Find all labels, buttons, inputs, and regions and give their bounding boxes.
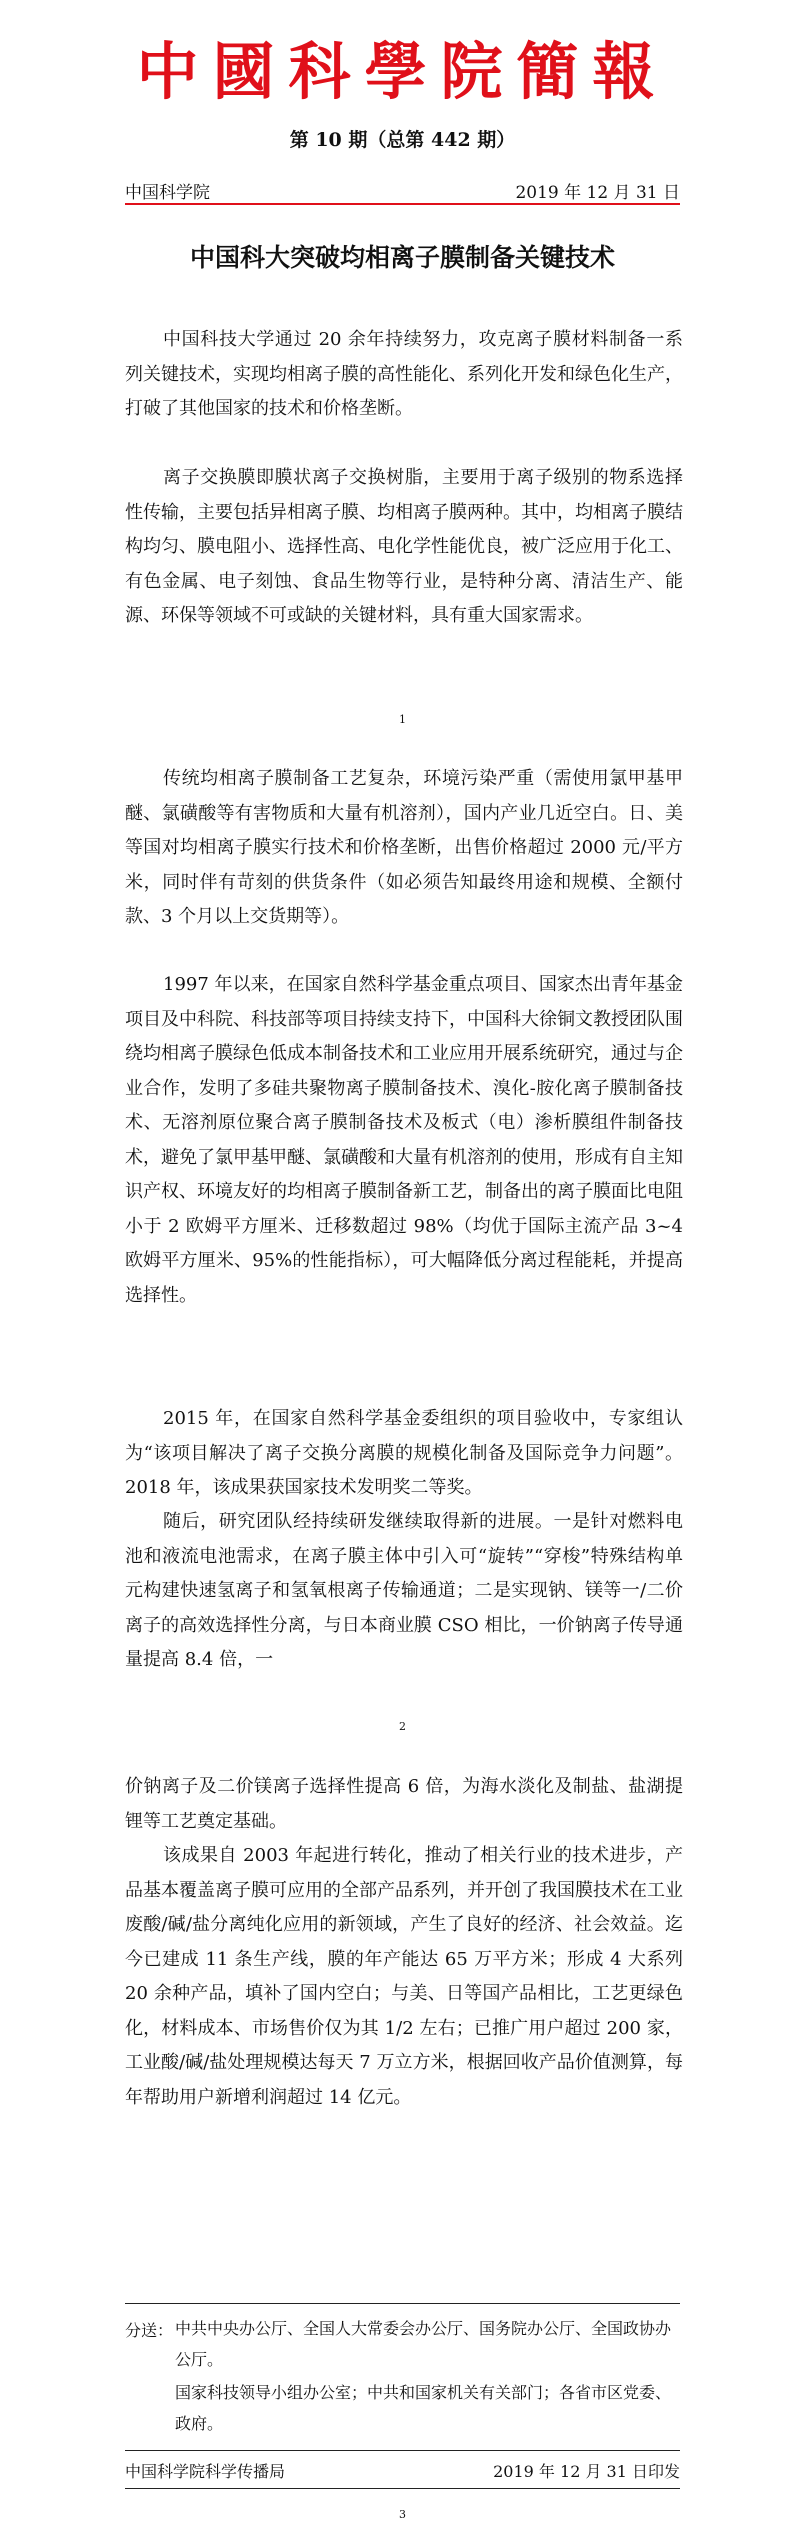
footer-top-rule: [125, 2303, 680, 2304]
issue-number: 第 10 期（总第 442 期）: [289, 129, 516, 151]
header-meta: [125, 178, 680, 203]
header-rule: [125, 203, 680, 205]
issue-date: 2019 年 12 月 31 日: [515, 183, 680, 203]
paragraph: 2015 年，在国家自然科学基金委组织的项目验收中，专家组认为“该项目解决了离子交换分离膜的规模化制备及国际竞争力问题”。2018 年，该成果获国家技术发明奖二等奖。: [125, 1408, 683, 1498]
distribution-line: 中共中央办公厅、全国人大常委会办公厅、国务院办公厅、全国政协办公厅。: [175, 2319, 672, 2369]
paragraph: 中国科技大学通过 20 余年持续努力，攻克离子膜材料制备一系列关键技术，实现均相离子膜的高性能化、系列化开发和绿色化生产，打破了其他国家的技术和价格垄断。: [125, 329, 683, 419]
paragraph: 随后，研究团队经持续研发继续取得新的进展。一是针对燃料电池和液流电池需求，在离子膜主体中引入可“旋转”“穿梭”特殊结构单元构建快速氢离子和氢氧根离子传输通道；二是实现钠、镁等一/二价离子的高效选择性分离，与日本商业膜 CSO 相比，一价钠离子传导通量提高 8.4 倍，一: [125, 1511, 683, 1670]
paragraph: 离子交换膜即膜状离子交换树脂，主要用于离子级别的物系选择性传输，主要包括异相离子膜、均相离子膜两种。其中，均相离子膜结构均匀、膜电阻小、选择性高、电化学性能优良，被广泛应用于化工、有色金属、电子刻蚀、食品生物等行业，是特种分离、清洁生产、能源、环保等领域不可或缺的关键材料，具有重大国家需求。: [125, 467, 683, 626]
paragraph: 1997 年以来，在国家自然科学基金重点项目、国家杰出青年基金项目及中科院、科技部等项目持续支持下，中国科大徐铜文教授团队围绕均相离子膜绿色低成本制备技术和工业应用开展系统研究，通过与企业合作，发明了多硅共聚物离子膜制备技术、溴化-胺化离子膜制备技术、无溶剂原位聚合离子膜制备技术及板式（电）渗析膜组件制备技术，避免了氯甲基甲醚、氯磺酸和大量有机溶剂的使用，形成有自主知识产权、环境友好的均相离子膜制备新工艺，制备出的离子膜面比电阻小于 2 欧姆平方厘米、迁移数超过 98%（均优于国际主流产品 3~4 欧姆平方厘米、95%的性能指标），可大幅降低分离过程能耗，并提高选择性。: [125, 974, 683, 1306]
distribution-label: 分送：: [125, 2321, 174, 2340]
publisher: 中国科学院科学传播局: [125, 2462, 286, 2481]
page-number: 3: [399, 2508, 406, 2521]
paragraph: 传统均相离子膜制备工艺复杂，环境污染严重（需使用氯甲基甲醚、氯磺酸等有害物质和大量有机溶剂），国内产业几近空白。日、美等国对均相离子膜实行技术和价格垄断，出售价格超过 2000 元/平方米，同时伴有苛刻的供货条件（如必须告知最终用途和规模、全额付款、3 个月以上交货期等）。: [125, 768, 683, 927]
distribution-line: 国家科技领导小组办公室；中共和国家机关有关部门；各省市区党委、政府。: [175, 2383, 672, 2433]
page-number: 2: [399, 1720, 406, 1733]
paragraph: 价钠离子及二价镁离子选择性提高 6 倍，为海水淡化及制盐、盐湖提锂等工艺奠定基础。: [125, 1776, 683, 1832]
footer-mid-rule: [125, 2450, 680, 2451]
footer-publisher-row: [125, 2456, 680, 2487]
paragraph: 该成果自 2003 年起进行转化，推动了相关行业的技术进步，产品基本覆盖离子膜可应用的全部产品系列，并开创了我国膜技术在工业废酸/碱/盐分离纯化应用的新领域，产生了良好的经济、社会效益。迄今已建成 11 条生产线，膜的年产能达 65 万平方米；形成 4 大系列 20 余种产品，填补了国内空白；与美、日等国产品相比，工艺更绿色化，材料成本、市场售价仅为其 1/2 左右；已推广用户超过 200 家，工业酸/碱/盐处理规模达每天 7 万立方米，根据回收产品价值测算，每年帮助用户新增利润超过 14 亿元。: [125, 1845, 683, 2108]
article-title: 中国科大突破均相离子膜制备关键技术: [189, 243, 615, 272]
page-number: 1: [399, 713, 406, 726]
print-date: 2019 年 12 月 31 日印发: [493, 2462, 680, 2481]
footer-bottom-rule: [125, 2488, 680, 2489]
issuing-organization: 中国科学院: [125, 183, 210, 203]
masthead-title: 中國科學院簡報: [136, 35, 669, 108]
